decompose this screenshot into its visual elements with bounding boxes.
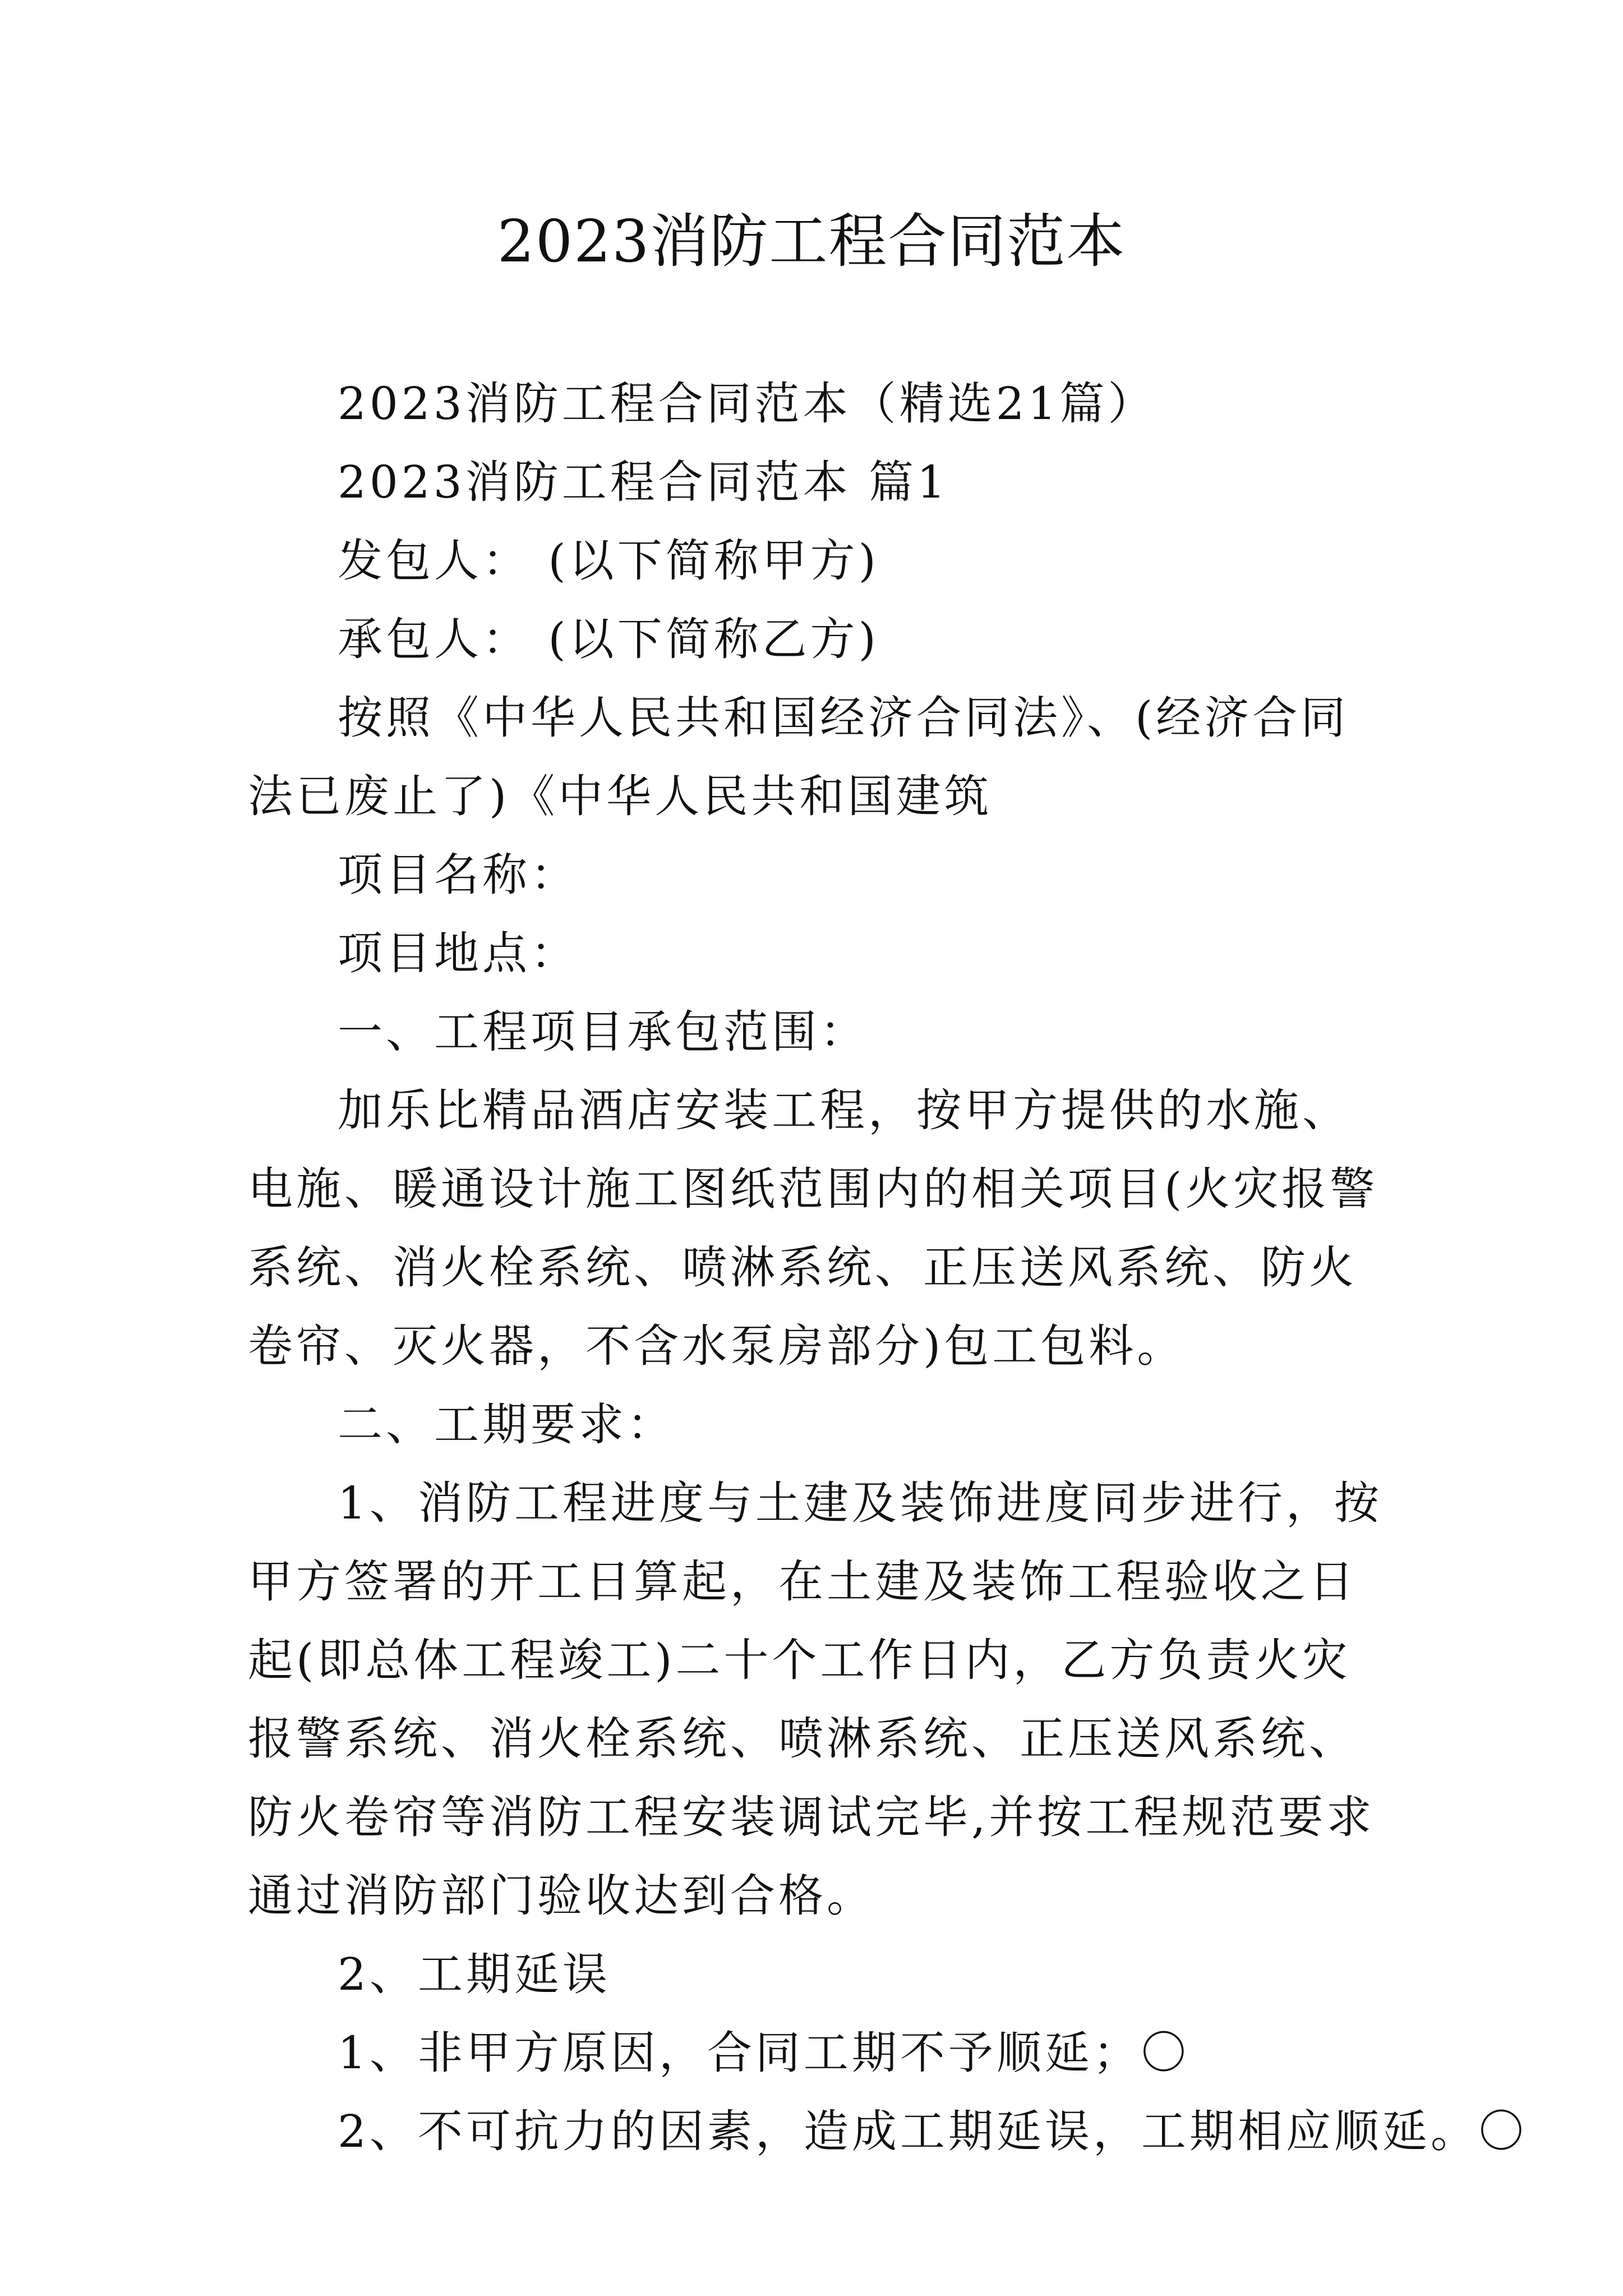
paragraph-schedule-body: 1、消防工程进度与土建及装饰进度同步进行，按甲方签署的开工日算起，在土建及装饰工程验收之日起(即总体工程竣工)二十个工作日内，乙方负责火灾报警系统、消火栓系统、喷淋系统、正压送风系统、防火卷帘等消防工程安装调试完毕,并按工程规范要求通过消防部门验收达到合格。 bbox=[248, 1477, 1382, 1922]
paragraph-subtitle: 2023消防工程合同范本（精选21篇） bbox=[338, 378, 1156, 430]
paragraph-employer: 发包人： (以下简称甲方) bbox=[338, 535, 879, 587]
paragraph-project-location: 项目地点： bbox=[338, 927, 579, 979]
paragraph-scope-heading: 一、工程项目承包范围： bbox=[338, 1006, 868, 1058]
paragraph-section-heading: 2023消防工程合同范本 篇1 bbox=[338, 456, 949, 508]
paragraph-delay-item-1: 1、非甲方原因，合同工期不予顺延；〇 bbox=[338, 2027, 1189, 2079]
paragraph-project-name: 项目名称： bbox=[338, 849, 579, 901]
paragraph-scope-body: 加乐比精品酒店安装工程，按甲方提供的水施、电施、暖通设计施工图纸范围内的相关项目(火灾报警系统、消火栓系统、喷淋系统、正压送风系统、防火卷帘、灭火器，不含水泵房部分)包工包料。 bbox=[248, 1084, 1378, 1372]
paragraph-schedule-heading: 二、工期要求： bbox=[338, 1398, 675, 1451]
paragraph-delay-item-2: 2、不可抗力的因素，造成工期延误，工期相应顺延。〇 bbox=[338, 2105, 1527, 2157]
document-title: 2023消防工程合同范本 bbox=[497, 207, 1126, 275]
paragraph-delay-heading: 2、工期延误 bbox=[338, 1948, 611, 2000]
paragraph-legal-basis: 按照《中华人民共和国经济合同法》、(经济合同法已废止了)《中华人民共和国建筑 bbox=[248, 692, 1349, 822]
paragraph-contractor: 承包人： (以下简称乙方) bbox=[338, 613, 879, 665]
document-body bbox=[248, 365, 1527, 2171]
